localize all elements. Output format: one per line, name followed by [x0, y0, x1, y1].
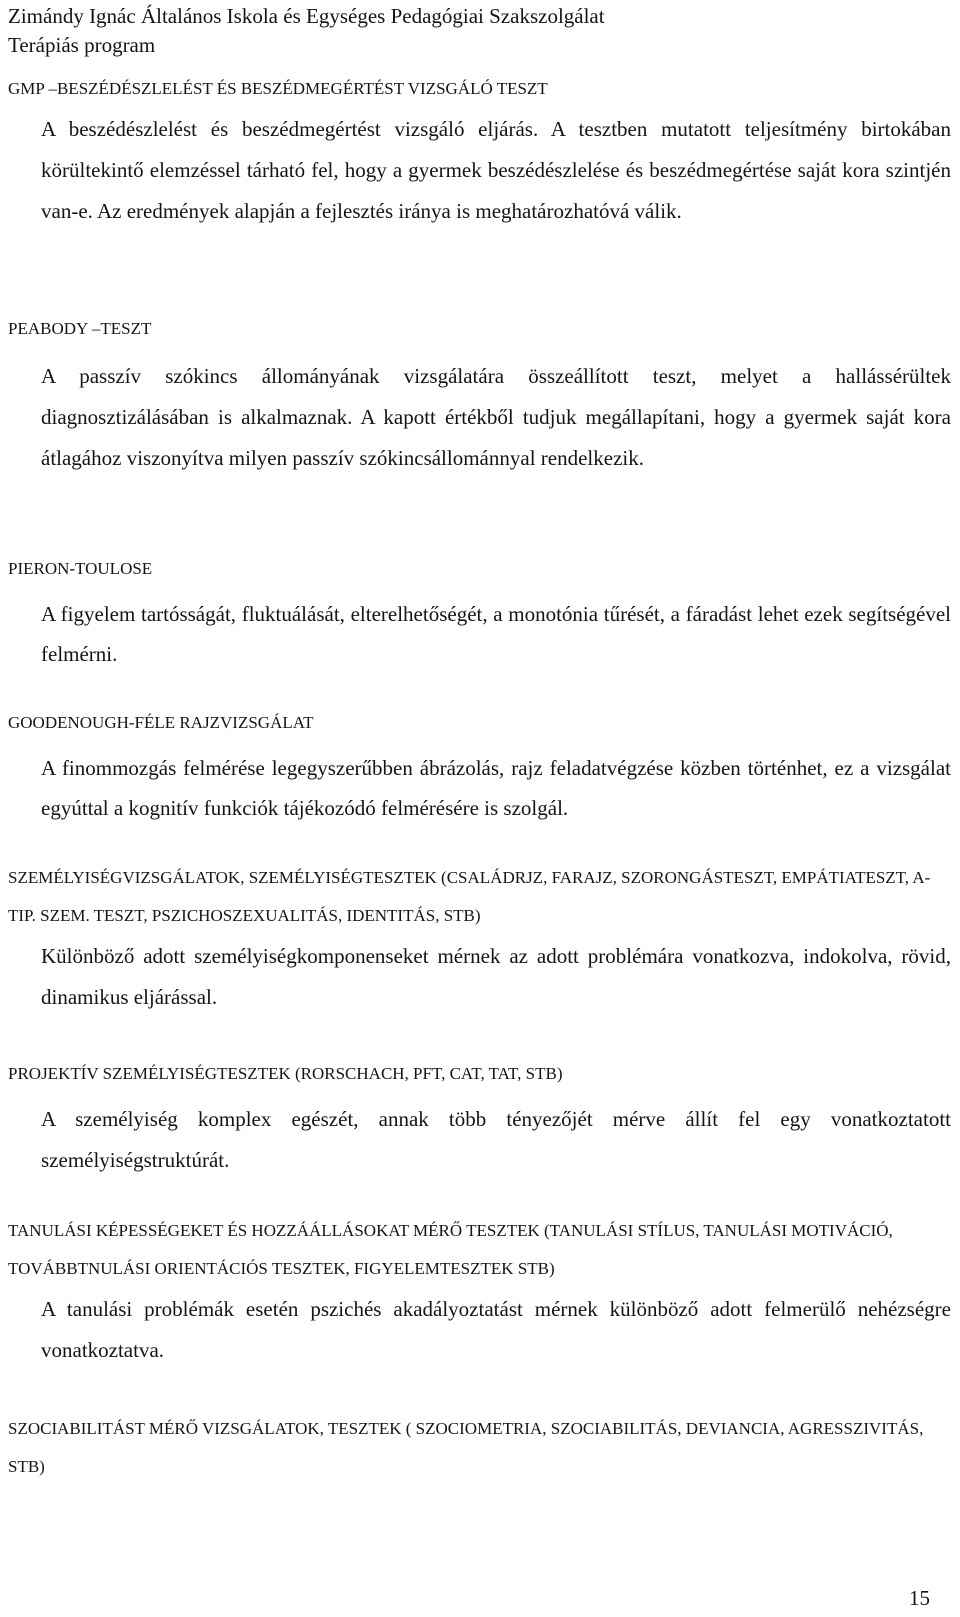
- section-body: A figyelem tartósságát, fluktuálását, elterelhetőségét, a monotónia tűrését, a fáradást lehet ezek segítségével felmérni.: [41, 602, 951, 666]
- section-heading: GOODENOUGH-FÉLE RAJZVIZSGÁLAT: [8, 713, 314, 732]
- section-pieron-toulose: [8, 556, 952, 674]
- section-gmp: [8, 76, 952, 232]
- section-szociabilitas: [8, 1410, 952, 1486]
- page-header: [8, 2, 605, 60]
- section-body: A személyiség komplex egészét, annak több tényezőjét mérve állít fel egy vonatkoztatott személyiségstruktúrát.: [41, 1107, 951, 1172]
- section-heading: PIERON-TOULOSE: [8, 559, 153, 578]
- section-heading: SZOCIABILITÁST MÉRŐ VIZSGÁLATOK, TESZTEK ( SZOCIOMETRIA, SZOCIABILITÁS, DEVIANCIA, AGRESSZIVITÁS, STB): [8, 1419, 924, 1476]
- section-heading: SZEMÉLYISÉGVIZSGÁLATOK, SZEMÉLYISÉGTESZTEK (CSALÁDRJZ, FARAJZ, SZORONGÁSTESZT, EMPÁTIATESZT, A-TIP. SZEM. TESZT, PSZICHOSZEXUALITÁS, IDENTITÁS, STB): [8, 868, 931, 925]
- section-body: Különböző adott személyiségkomponenseket mérnek az adott problémára vonatkozva, indokolva, rövid, dinamikus eljárással.: [41, 944, 951, 1009]
- section-heading: PROJEKTÍV SZEMÉLYISÉGTESZTEK (RORSCHACH, PFT, CAT, TAT, STB): [8, 1064, 563, 1083]
- header-program: Terápiás program: [8, 33, 156, 57]
- section-projektiv: [8, 1061, 952, 1181]
- section-tanulasi: [8, 1212, 952, 1371]
- section-body: A finommozgás felmérése legegyszerűbben ábrázolás, rajz feladatvégzése közben történhet, ez a vizsgálat egyúttal a kognitív funkciók tájékozódó felmérésére is szolgál.: [41, 756, 951, 820]
- section-body: A tanulási problémák esetén pszichés akadályoztatást mérnek különböző adott felmerülő nehézségre vonatkoztatva.: [41, 1297, 951, 1362]
- section-body: A passzív szókincs állományának vizsgálatára összeállított teszt, melyet a hallássérültek diagnosztizálásában is alkalmaznak. A kapott értékből tudjuk megállapítani, hogy a gyermek saját kora átlagához viszonyítva milyen passzív szókincsállománnyal rendelkezik.: [41, 364, 951, 470]
- section-heading: PEABODY –TESZT: [8, 319, 152, 338]
- section-heading: TANULÁSI KÉPESSÉGEKET ÉS HOZZÁÁLLÁSOKAT MÉRŐ TESZTEK (TANULÁSI STÍLUS, TANULÁSI MOTIVÁCIÓ, TOVÁBBTNULÁSI ORIENTÁCIÓS TESZTEK, FIGYELEMTESZTEK STB): [8, 1221, 893, 1278]
- section-peabody: [8, 316, 952, 479]
- section-body: A beszédészlelést és beszédmegértést vizsgáló eljárás. A tesztben mutatott teljesítmény birtokában körültekintő elemzéssel tárható fel, hogy a gyermek beszédészlelése és beszédmegértése saját kora szintjén van-e. Az eredmények alapján a fejlesztés iránya is meghatározhatóvá válik.: [41, 117, 951, 223]
- section-szemelyisegvizsgalatok: [8, 859, 952, 1018]
- section-goodenough: [8, 710, 952, 828]
- section-heading: GMP –BESZÉDÉSZLELÉST ÉS BESZÉDMEGÉRTÉST VIZSGÁLÓ TESZT: [8, 79, 548, 98]
- header-institution: Zimándy Ignác Általános Iskola és Egységes Pedagógiai Szakszolgálat: [8, 4, 605, 28]
- page-number: 15: [909, 1586, 930, 1610]
